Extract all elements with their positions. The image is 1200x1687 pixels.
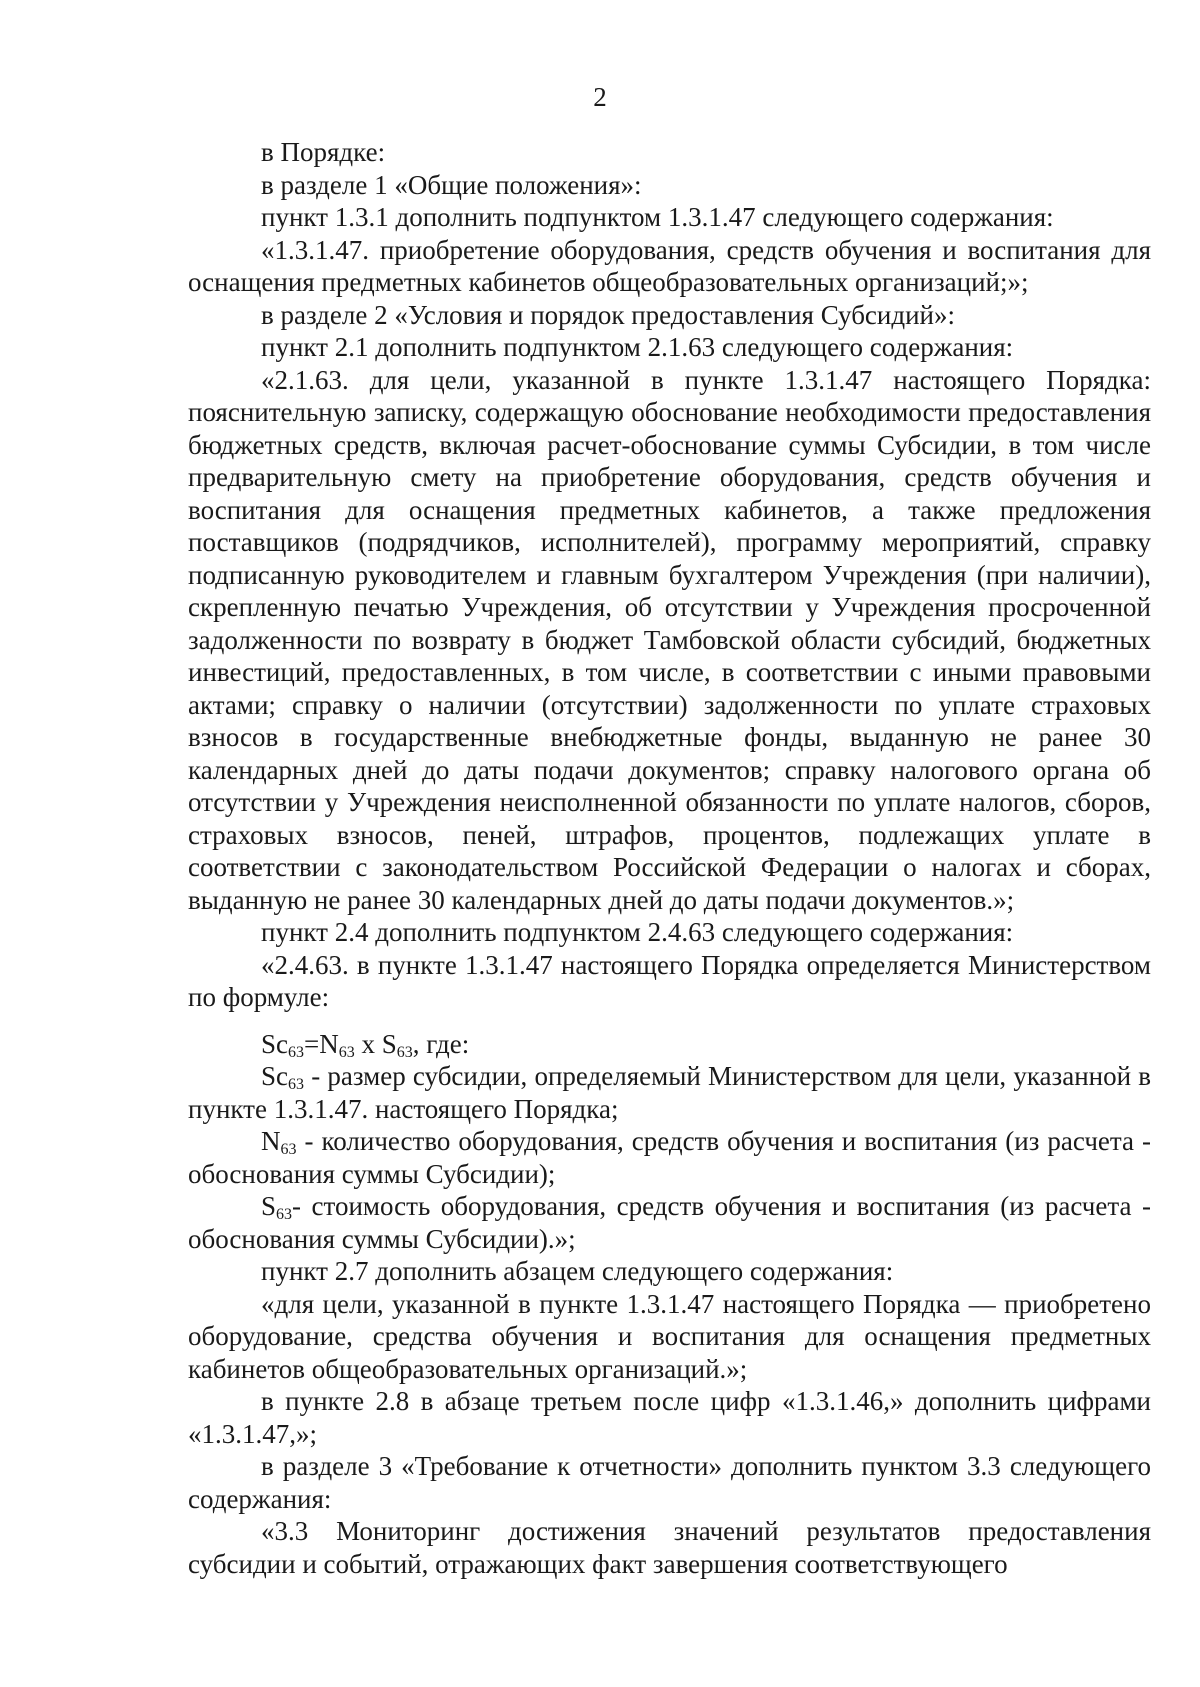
formula-eq: =N [304, 1028, 339, 1059]
formula-line [188, 1028, 1151, 1061]
definition-subscript: 63 [280, 1141, 297, 1158]
paragraph: «3.3 Мониторинг достижения значений результатов предоставления субсидии и событий, отражающих факт завершения соответствующего [188, 1516, 1151, 1579]
formula-tail: , где: [412, 1028, 470, 1059]
definition-subscript: 63 [288, 1076, 304, 1093]
definition-subscript: 63 [276, 1206, 293, 1223]
paragraph: «2.1.63. для цели, указанной в пункте 1.3.1.47 настоящего Порядка: пояснительную записку, содержащую обоснование необходимости предоставления бюджетных средств, включая расчет-обоснование суммы Субсидии, в том числе предварительную смету на приобретение оборудования, средств обучения и воспитания для оснащения предметных кабинетов, а также предложения поставщиков (подрядчиков, исполнителей), программу мероприятий, справку подписанную руководителем и главным бухгалтером Учреждения (при наличии), скрепленную печатью Учреждения, об отсутствии у Учреждения просроченной задолженности по возврату в бюджет Тамбовской области субсидий, бюджетных инвестиций, предоставленных, в том числе, в соответствии с иными правовыми актами; справку о наличии (отсутствии) задолженности по уплате страховых взносов в государственные внебюджетные фонды, выданную не ранее 30 календарных дней до даты подачи документов; справку налогового органа об отсутствии у Учреждения неисполненной обязанности по уплате налогов, сборов, страховых взносов, пеней, штрафов, процентов, подлежащих уплате в соответствии с законодательством Российской Федерации о налогах и сборах, выданную не ранее 30 календарных дней до даты подачи документов.»; [188, 364, 1151, 915]
paragraph: «2.4.63. в пункте 1.3.1.47 настоящего Порядка определяется Министерством по формуле: [188, 949, 1151, 1012]
definition-text: - количество оборудования, средств обучения и воспитания (из расчета - обоснования суммы Субсидии); [188, 1126, 1151, 1189]
paragraph: в разделе 2 «Условия и порядок предоставления Субсидий»: [261, 299, 955, 330]
formula-sub: 63 [338, 1043, 355, 1061]
paragraph: пункт 1.3.1 дополнить подпунктом 1.3.1.47 следующего содержания: [261, 202, 1054, 232]
paragraph: пункт 2.1 дополнить подпунктом 2.1.63 следующего содержания: [261, 332, 1014, 362]
paragraph: пункт 2.4 дополнить подпунктом 2.4.63 следующего содержания: [261, 917, 1014, 947]
definition-text: - размер субсидии, определяемый Министерством для цели, указанной в пункте 1.3.1.47. настоящего Порядка; [188, 1061, 1151, 1124]
formula-sub: 63 [288, 1043, 304, 1061]
document-body [188, 136, 1151, 1580]
definition-symbol: Sc [261, 1061, 288, 1091]
formula-sc: Sc [261, 1028, 288, 1059]
page-number: 2 [593, 82, 607, 112]
paragraph: «для цели, указанной в пункте 1.3.1.47 настоящего Порядка — приобретено оборудование, средства обучения и воспитания для оснащения предметных кабинетов общеобразовательных организаций.»; [188, 1288, 1151, 1384]
paragraph: в разделе 3 «Требование к отчетности» дополнить пунктом 3.3 следующего содержания: [188, 1451, 1151, 1514]
definition [188, 1125, 1151, 1190]
paragraph: пункт 2.7 дополнить абзацем следующего содержания: [261, 1256, 894, 1286]
definition [188, 1190, 1151, 1255]
definition [188, 1060, 1151, 1125]
paragraph: в Порядке: [261, 137, 386, 167]
paragraph: «1.3.1.47. приобретение оборудования, средств обучения и воспитания для оснащения предметных кабинетов общеобразовательных организаций;»; [188, 234, 1151, 297]
formula-times: x S [354, 1028, 397, 1059]
paragraph: в пункте 2.8 в абзаце третьем после цифр «1.3.1.46,» дополнить цифрами «1.3.1.47,»; [188, 1386, 1151, 1449]
definition-symbol: N [261, 1126, 281, 1156]
paragraph: в разделе 1 «Общие положения»: [261, 169, 642, 200]
formula-sub: 63 [396, 1043, 413, 1061]
definition-text: - стоимость оборудования, средств обучения и воспитания (из расчета - обоснования суммы Субсидии).»; [188, 1191, 1151, 1254]
definition-symbol: S [261, 1191, 277, 1221]
